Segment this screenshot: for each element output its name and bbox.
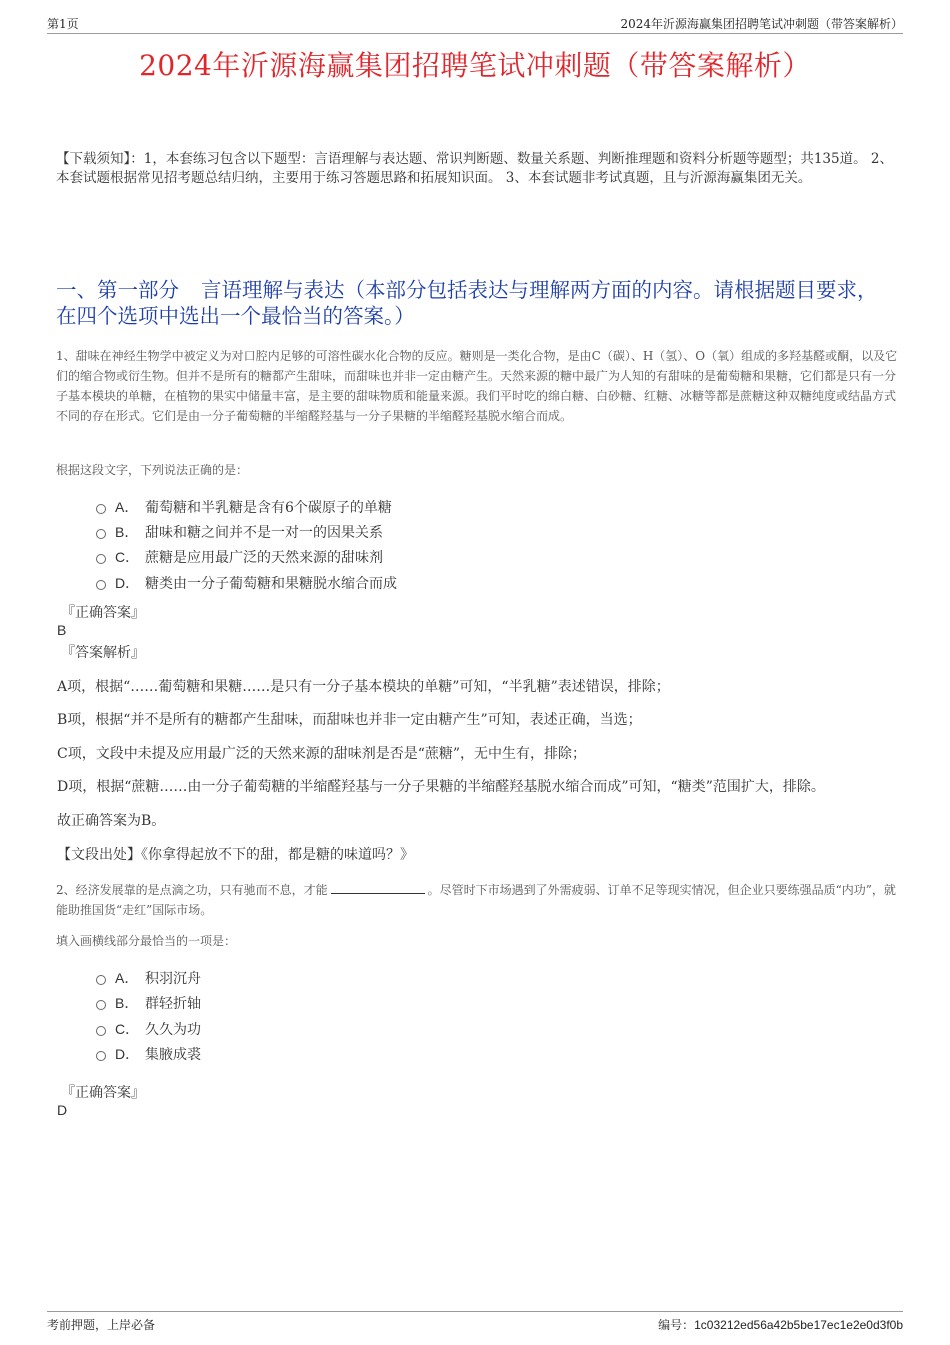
question-2-passage: [56, 880, 898, 920]
q1-source: 【文段出处】《你拿得起放不下的甜，都是糖的味道吗？》: [57, 847, 414, 863]
footer-code: [658, 1316, 903, 1333]
q1-answer: B: [57, 622, 67, 638]
q2-text-before: 2、经济发展靠的是点滴之功，只有驰而不息，才能: [56, 883, 328, 897]
option-letter: B．: [115, 995, 139, 1011]
q2-option-a[interactable]: [96, 967, 201, 989]
q2-option-c[interactable]: [96, 1018, 201, 1040]
radio-button[interactable]: [96, 975, 106, 985]
option-text: 甜味和糖之间并不是一对一的因果关系: [145, 525, 383, 541]
footer-slogan: 考前押题，上岸必备: [47, 1318, 156, 1332]
option-letter: C．: [115, 549, 140, 565]
q1-conclusion: 故正确答案为B。: [57, 813, 166, 829]
option-letter: D．: [115, 1046, 140, 1062]
q1-explanation-a: A项，根据“……葡萄糖和果糖……是只有一分子基本模块的单糖”可知，“半乳糖”表述错误，排除；: [57, 679, 670, 695]
q2-answer-label: 『正确答案』: [61, 1085, 145, 1101]
q1-option-b[interactable]: [96, 521, 383, 543]
document-title: 2024年沂源海赢集团招聘笔试冲刺题（带答案解析）: [139, 49, 811, 82]
radio-button[interactable]: [96, 529, 106, 539]
option-text: 积羽沉舟: [145, 971, 201, 987]
option-text: 糖类由一分子葡萄糖和果糖脱水缩合而成: [145, 576, 397, 592]
q1-option-d[interactable]: [96, 572, 397, 594]
q2-answer: D: [57, 1102, 68, 1118]
section-description: 言语理解与表达（本部分包括表达与理解两方面的内容。请根据题目要求，在四个选项中选出一个最恰当的答案。）: [56, 278, 878, 328]
radio-button[interactable]: [96, 1051, 106, 1061]
radio-button[interactable]: [96, 580, 106, 590]
q1-option-a[interactable]: [96, 496, 392, 518]
question-2-prompt: 填入画横线部分最恰当的一项是：: [56, 934, 237, 948]
radio-button[interactable]: [96, 554, 106, 564]
radio-button[interactable]: [96, 1000, 106, 1010]
q1-explanation-c: C项，文段中未提及应用最广泛的天然来源的甜味剂是否是“蔗糖”，无中生有，排除；: [57, 746, 587, 762]
q2-text-after: 。尽管时下市场遇到了外需疲弱、订单不足等现实情况，但企业只要练强品质“内功”，就能助推国货“走红”国际市场。: [56, 883, 896, 917]
page-header: [47, 13, 903, 34]
question-1-prompt: 根据这段文字，下列说法正确的是：: [56, 463, 249, 477]
option-text: 群轻折轴: [145, 996, 201, 1012]
option-text: 葡萄糖和半乳糖是含有6个碳原子的单糖: [145, 500, 392, 516]
download-notice: 【下载须知】：1，本套练习包含以下题型：言语理解与表达题、常识判断题、数量关系题、判断推理题和资料分析题等题型；共135道。 2、本套试题根据常见招考题总结归纳，主要用于练习答题思路和拓展知识面。 3、本套试题非考试真题，且与沂源海赢集团无关。: [56, 151, 893, 186]
header-doc-title: 2024年沂源海赢集团招聘笔试冲刺题（带答案解析）: [620, 17, 903, 31]
section-heading: [56, 277, 896, 329]
code-label: 编号：: [658, 1318, 695, 1332]
q1-explanation-d: D项，根据“蔗糖……由一分子葡萄糖的半缩醛羟基与一分子果糖的半缩醛羟基脱水缩合而成”可知，“糖类”范围扩大，排除。: [57, 779, 825, 795]
q2-option-d[interactable]: [96, 1043, 201, 1065]
option-letter: D．: [115, 575, 140, 591]
q1-explanation-b: B项，根据“并不是所有的糖都产生甜味，而甜味也并非一定由糖产生”可知，表述正确，当选；: [57, 712, 642, 728]
q1-answer-label: 『正确答案』: [61, 605, 145, 621]
radio-button[interactable]: [96, 1026, 106, 1036]
option-text: 集腋成裘: [145, 1047, 201, 1063]
option-text: 蔗糖是应用最广泛的天然来源的甜味剂: [145, 550, 383, 566]
option-text: 久久为功: [145, 1022, 201, 1038]
page-number: 第1页: [47, 17, 79, 31]
code-value: 1c03212ed56a42b5be17ec1e2e0d3f0b: [694, 1318, 903, 1332]
radio-button[interactable]: [96, 504, 106, 514]
q2-option-b[interactable]: [96, 992, 201, 1014]
option-letter: C．: [115, 1021, 140, 1037]
option-letter: A．: [115, 970, 139, 986]
option-letter: A．: [115, 499, 139, 515]
fill-blank: [331, 882, 425, 894]
section-part: 一、第一部分: [56, 278, 179, 302]
page-footer: [47, 1311, 903, 1336]
option-letter: B．: [115, 524, 139, 540]
q1-explanation-label: 『答案解析』: [61, 645, 145, 661]
question-1-passage: 1、甜味在神经生物学中被定义为对口腔内足够的可溶性碳水化合物的反应。糖则是一类化合物，是由C（碳）、H（氢）、O（氧）组成的多羟基醛或酮，以及它们的缩合物或衍生物。但并不是所有的糖都产生甜味，而甜味也并非一定由糖产生。天然来源的糖中最广为人知的有甜味的是葡萄糖和果糖，它们都是只有一分子基本模块的单糖，在植物的果实中储量丰富，是主要的甜味物质和能量来源。我们平时吃的绵白糖、白砂糖、红糖、冰糖等都是蔗糖这种双糖纯度或结晶方式不同的存在形式。它们是由一分子葡萄糖的半缩醛羟基与一分子果糖的半缩醛羟基脱水缩合而成。: [56, 349, 898, 423]
q1-option-c[interactable]: [96, 546, 383, 568]
